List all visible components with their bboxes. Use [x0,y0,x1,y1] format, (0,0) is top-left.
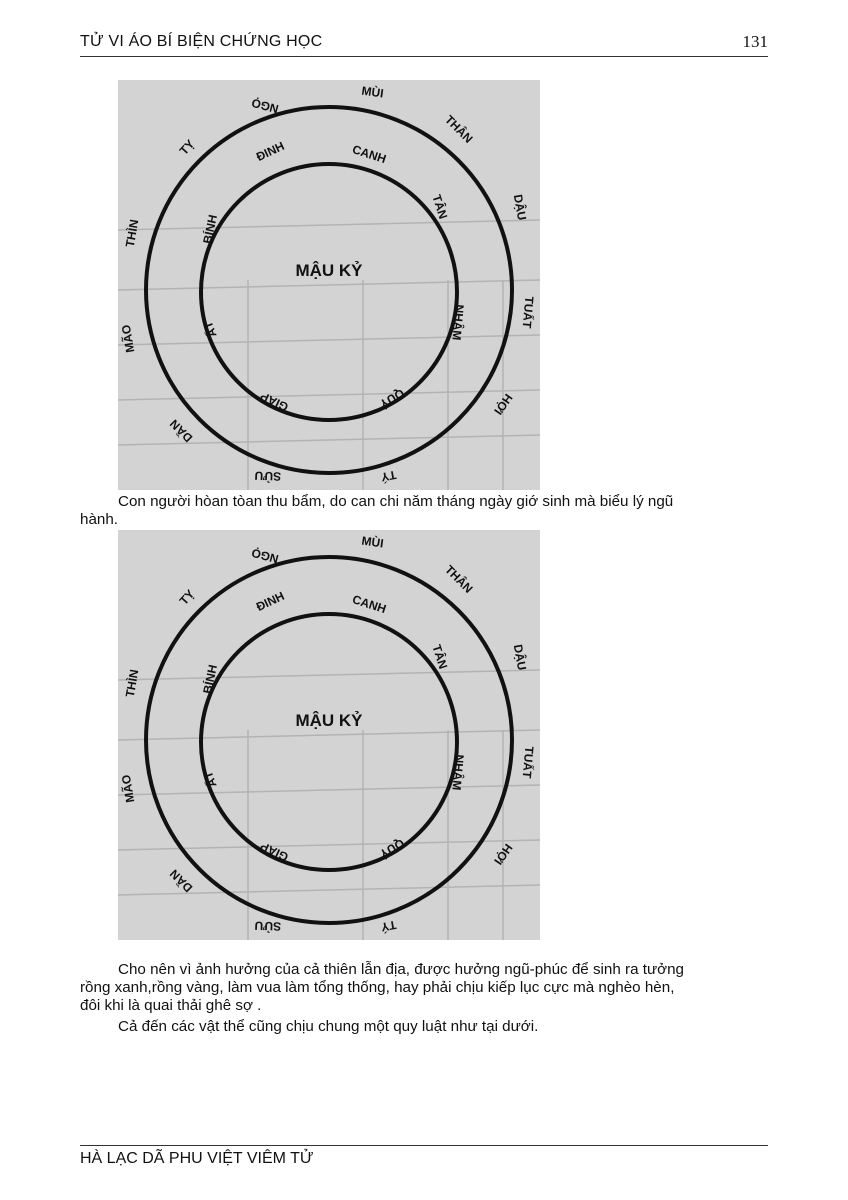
outer-ring-labels [118,533,537,936]
paragraph-1 [80,493,770,529]
paragraph-1-line-1: Con người hòan tòan thu bẩm, do can chi năm tháng ngày giớ sinh mà biểu lý ngũ [118,493,674,510]
outer-ring-labels [118,83,537,486]
footer-divider [80,1145,768,1146]
paragraph-2-line-3: đôi khi là quai thải ghê sợ . [80,997,262,1014]
running-header-title: TỬ VI ÁO BÍ BIỆN CHỨNG HỌC [80,33,323,50]
outer-label-dau: DẬU [510,643,530,672]
inner-ring [201,614,457,870]
paragraph-2-line-2: rồng xanh,rồng vàng, làm vua làm tổng thống, hay phải chịu kiếp lục cực mà nghèo hèn, [80,979,675,996]
stem-branch-circle-figure-2 [118,530,540,940]
inner-label-giap: GIÁP [258,839,291,865]
inner-label-quy: QUÝ [377,835,407,862]
outer-label-dan: DẦN [167,866,196,895]
inner-label-dinh: ĐINH [254,588,287,614]
outer-label-mui: MÙI [360,83,385,101]
outer-label-dan: DẦN [167,416,196,445]
paragraph-1-line-2: hành. [80,511,119,528]
center-label: MẬU KỶ [295,711,363,730]
inner-label-quy: QUÝ [377,385,407,412]
inner-label-at: ẤT [200,769,220,790]
outer-label-mao: MÃO [118,323,138,354]
page-number: 131 [742,32,768,51]
paragraph-2-line-1: Cho nên vì ảnh hưởng của cả thiên lẫn địa, được hưởng ngũ-phúc để sinh ra tưởng [118,961,685,978]
inner-label-dinh: ĐINH [254,138,287,164]
outer-label-ngo: NGỌ [249,95,280,117]
outer-label-ty: TÝ [379,917,398,935]
outer-label-suu: SỬU [254,468,282,484]
outer-label-mui: MÙI [360,533,385,551]
inner-label-tan: TÂN [429,192,451,221]
outer-label-tuat: TUẤT [519,295,537,329]
inner-label-nham: NHÂM [449,753,467,791]
outer-label-hoi: HỢI [491,841,516,868]
outer-label-ty: TÝ [379,467,398,485]
inner-label-at: ẤT [200,319,220,340]
paragraph-3 [80,1018,770,1036]
outer-label-than: THÂN [442,562,476,596]
inner-label-tan: TÂN [429,642,451,671]
outer-label-mao: MÃO [118,773,138,804]
outer-label-hoi: HỢI [491,391,516,418]
outer-label-thin: THÌN [122,218,142,249]
header-divider [80,56,768,57]
inner-ring [201,164,457,420]
outer-label-tuat: TUẤT [519,745,537,779]
inner-label-binh: BÍNH [200,663,220,695]
inner-label-nham: NHÂM [449,303,467,341]
inner-label-canh: CANH [350,592,388,617]
inner-label-giap: GIÁP [258,389,291,415]
outer-label-suu: SỬU [254,918,282,934]
outer-label-thin: THÌN [122,668,142,699]
outer-label-ti: TỴ [176,136,198,158]
paragraph-2 [80,961,770,1015]
paragraph-3-line-1: Cả đến các vật thể cũng chịu chung một quy luật như tại dưới. [118,1018,539,1035]
outer-label-dau: DẬU [510,193,530,222]
stem-branch-circle-figure-1 [118,80,540,490]
running-footer-title: HÀ LẠC DÃ PHU VIỆT VIÊM TỬ [80,1150,314,1167]
center-label: MẬU KỶ [295,261,363,280]
inner-label-binh: BÍNH [200,213,220,245]
inner-label-canh: CANH [350,142,388,167]
outer-label-ngo: NGỌ [249,545,280,567]
outer-label-than: THÂN [442,112,476,146]
outer-label-ti: TỴ [176,586,198,608]
